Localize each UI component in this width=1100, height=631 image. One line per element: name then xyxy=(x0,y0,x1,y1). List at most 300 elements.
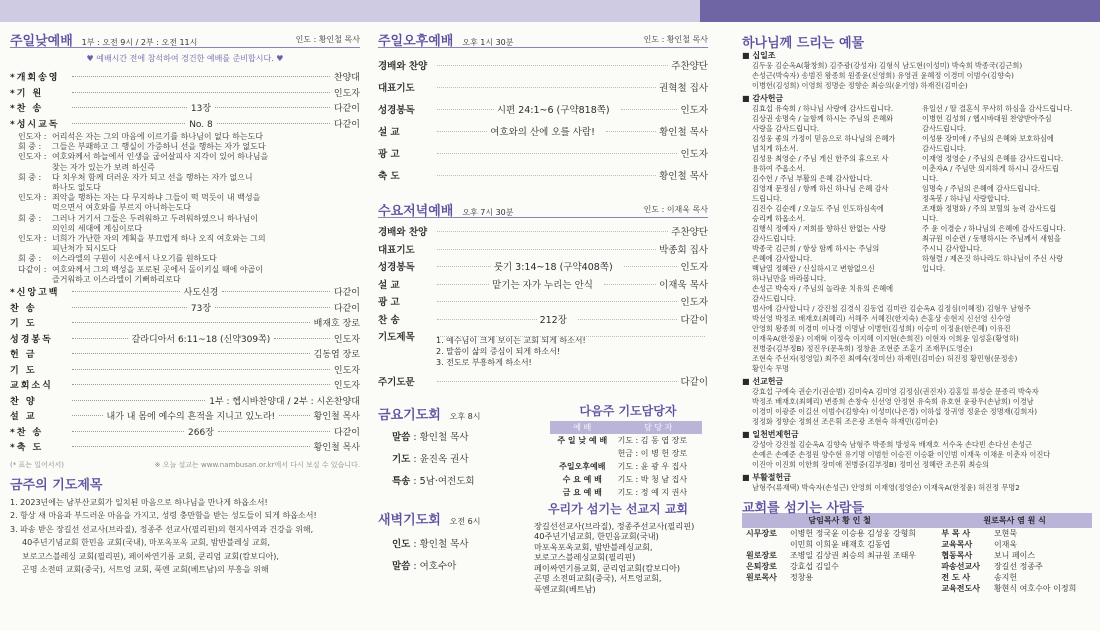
reading-text: 다 치우쳐 함께 더러운 자가 되고 선을 행하는 자가 없으니 xyxy=(52,172,253,182)
servants-cell: 장길선 정종주 xyxy=(993,562,1043,571)
servants-cell: 교육전도사 xyxy=(941,584,980,593)
reading-text: 여호와께서 하늘에서 인생을 굽어살피사 지각이 있어 하나님을 xyxy=(52,152,269,162)
mission-item: 40주년기념교회, 한민음교회(국내) xyxy=(534,531,659,542)
thanks-line: 김성용 최영순 / 주님 게신 한주의 휴으로 사 xyxy=(752,154,889,163)
row-label: *찬 송 xyxy=(10,104,44,114)
friday-rows xyxy=(378,429,543,495)
thanks-line: 주시니 감사합니다. xyxy=(922,244,983,253)
wed-service-header xyxy=(378,200,708,218)
responsive-reading xyxy=(10,132,360,285)
row-label: 찬 송 xyxy=(378,314,400,326)
next-row xyxy=(550,460,702,473)
row-content: 여호와의 산에 오를 사람! xyxy=(490,127,595,138)
dots xyxy=(437,266,491,267)
servants-row xyxy=(742,572,1092,583)
service-row xyxy=(10,101,360,117)
general-thanks xyxy=(742,304,1092,374)
offering-line: 박선영 박정조 배재호(최혜리) 서해주 서혜진(한지숙) 손홍상 송현지 신선영 신수영 xyxy=(752,314,1011,323)
kv-label: 말씀 xyxy=(392,431,411,443)
row-label: 대표기도 xyxy=(378,244,415,256)
thanks-line: 드립니다. xyxy=(752,194,783,203)
dots xyxy=(72,322,310,323)
servants-row xyxy=(742,583,1092,594)
service-row xyxy=(10,332,360,348)
thanks-line: 김성웅 좋의 가정이 믿음으로 하나님의 은혜가 xyxy=(752,134,896,143)
dots xyxy=(72,291,180,292)
servants-cell xyxy=(742,539,786,550)
offering-line: 손예은 손예준 손정원 양수현 유기명 이범헌 이승진 이승환 이인범 이재욱 이채운 이춘자 이진다 xyxy=(752,450,1051,459)
thanks-line: 이병헌 김성희 / 헵시바대원 찬양받아주심 xyxy=(922,114,1052,123)
service-row xyxy=(378,224,708,242)
row-label: *개회송영 xyxy=(10,73,60,83)
servants-cell: 이병헌 정국윤 이승용 김성웅 강형희 xyxy=(789,529,917,538)
offering-line: 손성근(박숙자) 송범진 왕종희 원종윤(신영희) 유영권 윤혜정 이경미 이범수(김향숙) xyxy=(752,71,1014,80)
row-content: 13장 xyxy=(190,104,212,114)
servants-row xyxy=(742,550,1092,561)
row-person: 다같이 xyxy=(333,288,360,299)
kv-row: 인도 : 황인철 목사 xyxy=(392,538,469,550)
row-person: 황인철 목사 xyxy=(313,443,360,454)
reading-line xyxy=(10,203,360,213)
offering-heading: ■ 감사헌금 xyxy=(742,94,784,103)
reading-text: 피난처가 되시도다 xyxy=(52,244,117,254)
wed-prayer-item: 1. 예수님이 크게 보이는 교회 되게 하소서! xyxy=(436,335,586,345)
wed-service-time: 오후 7시 30분 xyxy=(462,208,514,217)
kv-label: 특송 xyxy=(392,475,411,487)
servants-cell: 전 도 사 xyxy=(941,573,971,582)
row-content: 맡기는 자가 누리는 안식 xyxy=(492,279,593,291)
dawn-time: 오전 6시 xyxy=(449,516,481,526)
servants-cell: 이민희 이희윤 배재호 김동엽 xyxy=(789,540,891,549)
thanks-line: 조재화 정명화 / 주의 보혈의 능력 감사드립 xyxy=(922,204,1057,213)
kv-value: 황인철 목사 xyxy=(419,431,469,443)
dots xyxy=(437,381,677,382)
standing-note: (* 표는 일어서서) xyxy=(10,460,64,469)
dots xyxy=(437,153,677,154)
reading-line xyxy=(10,265,360,275)
dots xyxy=(279,415,310,416)
next-cell: 수 요 예 배 xyxy=(562,474,602,484)
row-person: 인도자 xyxy=(680,105,708,116)
offering-column xyxy=(742,32,1092,594)
thanks-offering-list xyxy=(742,104,1092,304)
reading-line xyxy=(10,254,360,264)
servants-cell: 조병일 김상권 최승의 최규원 조태우 xyxy=(789,551,917,560)
wed-prayer-item: 2. 말씀이 삶의 증심이 되게 하소서! xyxy=(436,346,561,356)
next-cell: 기도 : 김 동 엽 장로 xyxy=(617,435,688,445)
service-row xyxy=(378,242,708,260)
row-label: 성경봉독 xyxy=(378,262,415,273)
friday-time: 오후 8시 xyxy=(449,411,481,421)
reading-line xyxy=(10,234,360,244)
easter-offering xyxy=(742,483,1092,493)
dots xyxy=(437,231,668,232)
thanks-line: 최규원 이순련 / 동행하시는 주님께서 새힘을 xyxy=(922,234,1061,243)
thanks-line: 하나님만을 바라봅니다. xyxy=(752,274,827,283)
row-person: 황인철 목사 xyxy=(313,412,361,423)
service-row xyxy=(378,277,708,295)
service-row xyxy=(10,363,360,379)
kv-label: 말씀 xyxy=(392,560,411,572)
thanks-line: 승리케 하옵소서. xyxy=(752,214,806,223)
dots xyxy=(72,415,103,416)
offering-line: 이경미 이광준 이길선 이범수(김향숙) 이성미(나은경) 이하섭 장귀영 정윤순 정명재(김희자) xyxy=(752,407,1038,416)
row-person: 박종회 집사 xyxy=(659,244,708,256)
dots xyxy=(437,175,656,176)
thanks-line: 박종국 김근희 / 항상 함께 하시는 주님의 xyxy=(752,244,880,253)
row-person: 다같이 xyxy=(333,427,360,438)
service-row xyxy=(378,259,708,277)
mission-item: 보로고스블레싱교회(필리핀) xyxy=(534,552,636,563)
next-row xyxy=(550,473,702,486)
servants-header xyxy=(742,497,1092,516)
next-head-cell: 예 배 xyxy=(550,421,615,434)
thanks-line: 주 윤 이경순 / 하나님의 은혜에 감사드립니다. xyxy=(922,224,1066,233)
offering-line: 정정화 정향순 정희선 조은휘 조은광 조현숙 하재민(김미순) xyxy=(752,417,938,426)
thanks-line: 이재영 정영순 / 주님의 은혜를 감사드립니다. xyxy=(922,154,1064,163)
order-of-service-part2 xyxy=(10,285,360,456)
row-label: 경배와 찬양 xyxy=(378,61,428,72)
mission-title: 우리가 섬기는 선교지 교회 xyxy=(547,501,689,516)
dawn-title: 새벽기도회 xyxy=(378,512,441,528)
dots xyxy=(437,249,656,250)
dots xyxy=(218,431,330,432)
offering-line: 전병중(김부정B) 정진우(문옥희) 정창윤 조현준 조훈기 조재무(도영순) xyxy=(752,344,973,353)
service-row xyxy=(378,102,708,124)
dots xyxy=(72,107,187,108)
row-person: 김동엽 장로 xyxy=(313,350,360,361)
offering-line: 남형주(류재택) 박숙자(손성근) 안영희 이재영(정영순) 이재욱A(한정윤) 허진정 무명2 xyxy=(752,483,1020,492)
friday-prayer xyxy=(378,404,543,580)
dots xyxy=(222,291,330,292)
row-person: 다같이 xyxy=(333,119,360,130)
servants-row xyxy=(742,539,1092,550)
offering-line: 조현숙 주선자(정영일) 최주진 최예숙(정미선) 하재민(김미순) 허진정 황민형(문정송) xyxy=(752,354,1018,363)
row-label: *축 도 xyxy=(10,443,44,454)
next-week-prayer xyxy=(550,402,706,499)
prayer-list xyxy=(10,496,360,577)
thanks-line: 용하여 주옵소서. xyxy=(752,164,806,173)
servants-cell: 황현식 여호수아 이정희 xyxy=(993,584,1077,593)
offering-line: 황인숙 무명 xyxy=(752,364,790,373)
reading-text: 이스라엘의 구원이 시온에서 나오기를 원하도다 xyxy=(52,254,217,264)
thanks-line: 넘치게 하소서. xyxy=(752,144,799,153)
kv-row: 특송 : 5남·여전도회 xyxy=(392,475,475,487)
row-person: 인도자 xyxy=(680,149,708,160)
reading-text: 먹으면서 여호와를 부르지 아니하는도다 xyxy=(52,203,192,213)
servants-cell: 파송선교사 xyxy=(941,562,980,571)
mission-item: 푹엔교회(베트남) xyxy=(534,584,596,595)
kv-row: 기도 : 윤진옥 권사 xyxy=(392,453,469,465)
service-row xyxy=(378,58,708,80)
offering-line: 이재욱A(한정윤) 이재혁 이정숙 이지혜 이지현(손희진) 이현자 이희윤 임성훈(황영하) xyxy=(752,334,1019,343)
reading-text: 하나도 없도다 xyxy=(52,183,101,193)
thanks-line: 김상권 송명숙 / 늘함께 하시는 주님의 은혜와 xyxy=(752,114,894,123)
offering-title: 하나님께 드리는 예물 xyxy=(742,36,865,51)
reading-text: 그들은 부패하고 그 행실이 가증하니 선을 행하는 자가 없도다 xyxy=(52,142,266,152)
thanks-line: 이춘자A / 주님만 의지하게 하시니 감사드립 xyxy=(922,164,1059,173)
row-label: 설 교 xyxy=(378,279,400,291)
service-row xyxy=(10,70,360,86)
offering-line: 안영희 왕종희 이경미 이나경 이명남 이병헌(김성희) 이승미 이정윤(한은혜) 이유진 xyxy=(752,324,1011,333)
reading-line xyxy=(10,132,360,142)
servants-cell: 은퇴장로 xyxy=(746,562,777,571)
kv-label: 인도 xyxy=(392,538,411,550)
row-person: 황인철 목사 xyxy=(659,127,709,138)
reading-speaker: 인도자 : xyxy=(18,234,47,244)
thanks-line: 김영재 문정심 / 항께 하신 하나님 은혜 감사 xyxy=(752,184,889,193)
next-head-row xyxy=(550,421,702,434)
row-person: 권혁철 집사 xyxy=(659,83,708,94)
row-label: 성경봉독 xyxy=(378,105,415,116)
thanks-line: 유일선 / 딸 결혼식 무사히 하심을 감사드립니다. xyxy=(922,104,1073,113)
service-row xyxy=(378,124,708,146)
row-label: 대표기도 xyxy=(378,83,415,94)
servants-row xyxy=(742,528,1092,539)
dots xyxy=(217,123,330,124)
reading-line xyxy=(10,163,360,173)
friday-title: 금요기도회 xyxy=(378,407,441,423)
row-label: 설 교 xyxy=(378,127,400,138)
row-person: 다같이 xyxy=(680,314,708,326)
pm-service-header xyxy=(378,30,708,48)
reading-speaker: 다같이 : xyxy=(18,264,47,274)
offering-line: 김두웅 김순옥A(황창희) 김주광(강성자) 김형식 남도현(이성미) 박숙희 박종국(김근희) xyxy=(752,61,1023,70)
prayer-item: 40주년기념교회 한민음 교회(국내), 마포옥포옥 교회, 밤반블레싱 교회, xyxy=(22,538,270,548)
reading-text: 즐거워하고 이스라엘이 기뻐하리로다 xyxy=(52,274,181,284)
servants-cell: 정창용 xyxy=(789,573,814,582)
offering-line: 강효섭 구예숙 권순기(권순범) 김미숙A 김미영 김정심(권진자) 김홍일 류성순 문종리 박숙자 xyxy=(752,387,1039,396)
row-label: 찬 양 xyxy=(10,396,37,407)
row-person: 인도자 xyxy=(333,381,360,392)
prayer-item: 보로고스블레싱 교회(필리핀), 페이싸연기름 교회, 쿤리엄 교회(캄보디아), xyxy=(22,551,279,561)
row-label: 기 도 xyxy=(10,365,37,376)
next-head-cell: 담 당 자 xyxy=(615,421,702,434)
thanks-line: 니다. xyxy=(922,174,939,183)
reading-line xyxy=(10,214,360,224)
pm-service-title: 주일오후예배 xyxy=(378,34,454,49)
kv-row: 말씀 : 황인철 목사 xyxy=(392,431,469,443)
dots xyxy=(437,131,487,132)
row-person: 주찬양단 xyxy=(671,227,708,238)
row-label: 축 도 xyxy=(378,171,400,182)
mission-list xyxy=(528,521,708,595)
dots xyxy=(624,266,678,267)
mission-block xyxy=(528,500,708,595)
sunday-service-column xyxy=(10,30,360,577)
row-person: 인도자 xyxy=(680,262,709,273)
thanks-line: 사랑을 감사드립니다. xyxy=(752,124,820,133)
easter-offering-heading: ■ 부활절헌금 xyxy=(742,473,791,482)
dots xyxy=(437,109,494,110)
dots xyxy=(215,307,330,308)
reading-line xyxy=(10,173,360,183)
row-label: 찬 송 xyxy=(10,303,37,314)
mission-item: 페이싸연기름교회, 쿤리엄교회(캄보디아) xyxy=(534,562,681,573)
reading-text: 여호와께서 그의 백성을 포로된 곳에서 돌이키실 때에 야곱이 xyxy=(52,264,263,274)
row-content: 시편 24:1~6 (구약818쪽) xyxy=(496,105,610,116)
kv-row: 말씀 : 여호수아 xyxy=(392,560,457,572)
wed-order xyxy=(378,224,708,347)
kv-value: 5남·여전도회 xyxy=(419,475,475,487)
prayer-title: 금주의 기도제목 xyxy=(10,477,103,493)
reading-speaker: 인도자 : xyxy=(18,152,47,162)
row-person: 다같이 xyxy=(333,104,360,114)
pm-service-time: 오후 1시 30분 xyxy=(462,38,514,47)
reading-text: 찾는 자가 있는가 보려 하신즉 xyxy=(52,162,155,172)
prayer-item: 1. 2023년에는 남부산교회가 일치된 마음으로 하나님을 만나게 하옵소서! xyxy=(10,497,268,507)
service-row xyxy=(10,86,360,102)
dots xyxy=(72,307,187,308)
next-cell xyxy=(550,447,615,460)
dots xyxy=(72,76,330,77)
next-row xyxy=(550,434,702,447)
thanks-line: 김진수 김순례 / 오늘도 주님 인도하심속에 xyxy=(752,204,884,213)
reading-line xyxy=(10,193,360,203)
row-person: 다같이 xyxy=(333,303,360,314)
reading-line xyxy=(10,142,360,152)
reading-line xyxy=(10,244,360,254)
prayer-item: 곤명 소전떠 교회(중국), 서트엉 교회, 푹엔 교회(베트남)의 부흥을 위해 xyxy=(22,565,269,575)
servants-cell: 교육목사 xyxy=(941,540,973,549)
reading-line xyxy=(10,183,360,193)
servants-head-cell: 원로목사 염 원 식 xyxy=(937,513,1092,528)
servants-head-cell: 담임목사 황 인 철 xyxy=(742,513,937,528)
dots xyxy=(72,384,330,385)
dots xyxy=(72,446,310,447)
dots xyxy=(72,353,310,354)
reading-line xyxy=(10,224,360,234)
dots xyxy=(72,92,330,93)
dots xyxy=(437,336,705,337)
next-cell: 주 일 낮 예 배 xyxy=(557,435,608,445)
thousand-offering-heading: ■ 일천번제헌금 xyxy=(742,430,799,439)
servants-cell xyxy=(742,583,786,594)
offering-line: 박정조 배재호(최혜리) 변종희 손창숙 신선영 안정현 유숙희 유호현 윤광우(손남희) 이경남 xyxy=(752,397,1034,406)
reading-text: 의인의 세대에 계심이로다 xyxy=(52,223,143,233)
wed-prayer-item: 3. 전도로 부흥하게 하소서! xyxy=(436,357,532,367)
servants-cell: 보니 페이스 xyxy=(993,551,1036,560)
pm-service-leader: 인도 : 황인철 목사 xyxy=(643,35,708,44)
row-label: 기도제목 xyxy=(378,332,415,343)
dots xyxy=(621,109,678,110)
service-row xyxy=(378,168,708,190)
reading-speaker: 인도자 : xyxy=(18,193,47,203)
thanks-line: 니다. xyxy=(922,214,939,223)
thanks-line: 감사드립니다. xyxy=(752,234,796,243)
kv-label: 기도 xyxy=(392,453,411,465)
row-person: 찬양대 xyxy=(333,73,360,83)
mission-offering-heading: ■ 선교헌금 xyxy=(742,377,784,386)
service-row xyxy=(10,285,360,301)
next-cell: 기도 : 윤 광 우 집사 xyxy=(617,461,688,471)
row-person: 1부 : 헵시바찬양대 / 2부 : 시온찬양대 xyxy=(209,396,360,407)
reading-text: 그러나 거기서 그들은 두려워하고 두려워하였으니 하나님이 xyxy=(52,213,258,223)
next-cell: 헌금 : 이 병 헌 장로 xyxy=(617,448,688,458)
row-label: 성경봉독 xyxy=(10,334,53,345)
wed-service-leader: 인도 : 이재욱 목사 xyxy=(643,205,708,214)
thanks-line: 입니다. xyxy=(922,264,946,273)
thanks-line: 은혜에 감사합니다. xyxy=(752,254,813,263)
servants-row xyxy=(742,561,1092,572)
row-person: 주찬양단 xyxy=(671,61,708,72)
servants-cell: 이재욱 xyxy=(993,540,1018,549)
next-cell: 주일오후예배 xyxy=(559,461,606,471)
reading-line xyxy=(10,275,360,285)
website-note: ※ 오늘 설교는 www.nambusan.or.kr에서 다시 보실 수 있습니다. xyxy=(154,460,360,469)
servants-cell: 원로목사 xyxy=(746,573,777,582)
top-banner xyxy=(0,0,1100,22)
row-content: 사도신경 xyxy=(183,288,219,299)
row-label: *신앙고백 xyxy=(10,288,60,299)
servants-cell: 원로장로 xyxy=(746,551,777,560)
dots xyxy=(437,319,537,320)
service-row xyxy=(10,347,360,363)
dots xyxy=(72,400,205,401)
row-person: 인도자 xyxy=(333,334,360,345)
servants-cell: 협동목사 xyxy=(941,551,973,560)
row-person: 인도자 xyxy=(333,365,360,376)
dots xyxy=(437,87,656,88)
wed-service-title: 수요저녁예배 xyxy=(378,204,454,219)
service-row xyxy=(378,312,708,330)
row-content: 내가 내 몸에 예수의 흔적을 지니고 있노라! xyxy=(106,412,276,423)
dots xyxy=(437,301,677,302)
sunday-service-leader: 인도 : 황인철 목사 xyxy=(295,35,360,44)
service-row xyxy=(10,440,360,456)
servants-cell: 송지헌 xyxy=(993,573,1018,582)
thanks-line: 김수헌 / 주님 부활의 은혜 감사합니다. xyxy=(752,174,873,183)
lords-prayer-who: 다같이 xyxy=(680,376,708,388)
service-row xyxy=(10,378,360,394)
next-row xyxy=(550,447,702,460)
dots xyxy=(437,284,489,285)
row-content: 갈라디아서 6:11~18 (신약309쪽) xyxy=(131,334,271,345)
reading-speaker: 인도자 : xyxy=(18,132,47,141)
reading-line xyxy=(10,152,360,162)
sunday-service-title: 주일낮예배 xyxy=(10,34,73,49)
thanks-line: 이성룡 장미애 / 주님의 은혜와 보호하심에 xyxy=(922,134,1054,143)
thanks-line: 임명숙 / 주님의 은혜에 감사드립니다. xyxy=(922,184,1040,193)
service-note: ♥ 예배시간 전에 참석하여 경건한 예배를 준비합시다. ♥ xyxy=(86,54,284,63)
servants-cell: 모현묵 xyxy=(993,529,1018,538)
row-label: 경배와 찬양 xyxy=(378,227,428,238)
row-label: 광 고 xyxy=(378,149,400,160)
offering-line: 이진아 이진희 이한희 장미애 전병중(김부정B) 정미선 정혜란 조은휘 최승의 xyxy=(752,460,990,469)
servants-table xyxy=(742,513,1092,594)
row-content: 266장 xyxy=(188,427,214,438)
mission-item: 마포옥포옥교회, 밤반블레싱교회, xyxy=(534,541,653,552)
thanks-line: 감사드립니다. xyxy=(922,124,966,133)
kv-value: 여호수아 xyxy=(419,560,457,572)
offering-heading: ■ 십일조 xyxy=(742,51,776,60)
reading-text: 너희가 가난한 자의 계획을 부끄럽게 하나 오직 여호와는 그의 xyxy=(52,234,266,244)
prayer-header xyxy=(10,474,360,492)
reading-speaker: 회 중 : xyxy=(18,172,42,182)
offering-line: 이병헌(김성희) 이영희 정명순 정향순 최승의(윤기영) 하재진(김미순) xyxy=(752,81,968,90)
dots xyxy=(72,369,330,370)
next-cell: 기도 : 정 예 지 권사 xyxy=(617,487,688,497)
dawn-rows xyxy=(378,536,543,580)
kv-value: 윤진옥 권사 xyxy=(419,453,469,465)
dots xyxy=(72,123,185,124)
row-label: *성시교독 xyxy=(10,119,60,130)
thanks-line: 정옥봉 / 하나님 사랑합니다. xyxy=(922,194,1010,203)
thousand-offering xyxy=(742,440,1092,470)
thanks-line: 감사드립니다. xyxy=(752,294,796,303)
dots xyxy=(604,284,656,285)
thanks-line: 감사드립니다. xyxy=(922,144,966,153)
